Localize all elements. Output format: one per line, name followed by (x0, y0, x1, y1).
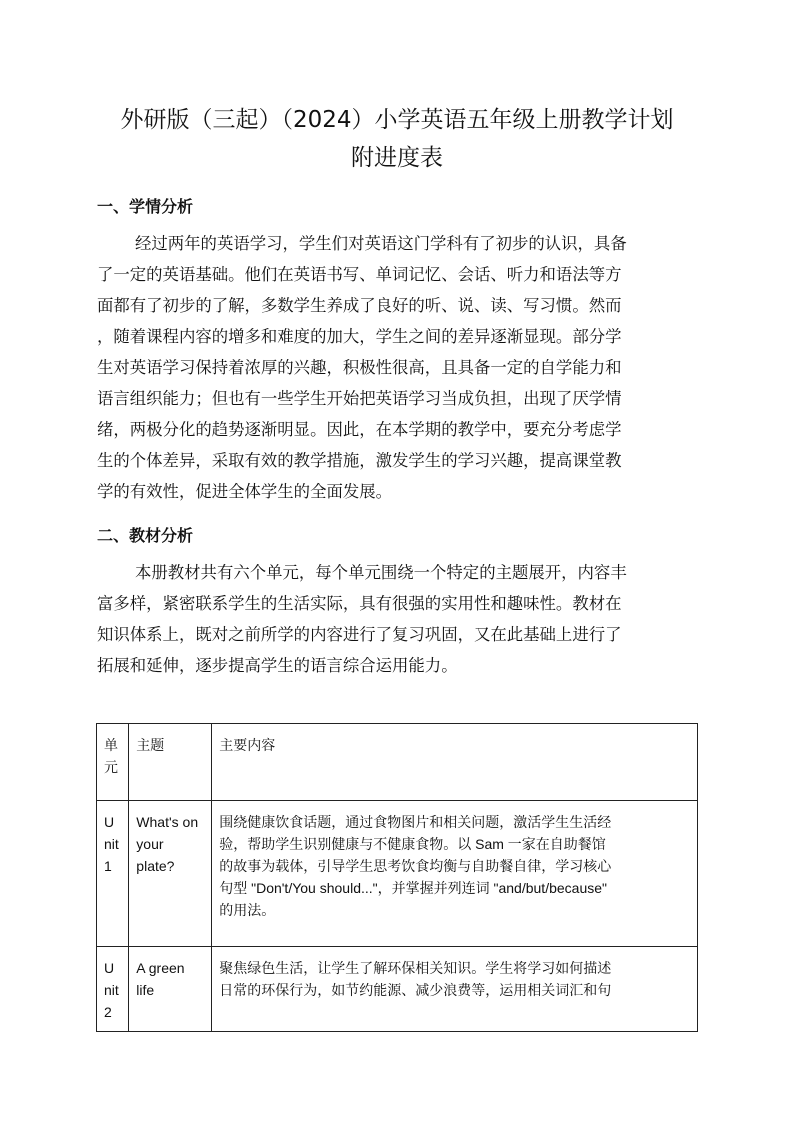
table-header-theme: 主题 (129, 724, 212, 801)
content-line: 日常的环保行为，如节约能源、减少浪费等，运用相关词汇和句 (219, 982, 612, 998)
table-cell-unit: Unit 2 (97, 947, 129, 1032)
paragraph-line: 经过两年的英语学习，学生们对英语这门学科有了初步的认识，具备 (135, 234, 627, 253)
table-cell-theme: A green life (129, 947, 212, 1032)
content-line: 验，帮助学生识别健康与不健康食物。以 Sam 一家在自助餐馆 (219, 836, 606, 852)
table-row (97, 947, 698, 1032)
content-line: 的用法。 (219, 902, 276, 918)
unit-content-table (96, 723, 698, 1032)
table-header-row (97, 724, 698, 801)
table-header-unit: 单元 (97, 724, 129, 801)
table-cell-content (212, 947, 698, 1032)
table-cell-unit: Unit 1 (97, 801, 129, 947)
content-line: 的故事为载体，引导学生思考饮食均衡与自助餐自律，学习核心 (219, 858, 612, 874)
paragraph-line: 语言组织能力；但也有一些学生开始把英语学习当成负担，出现了厌学情 (97, 389, 622, 408)
paragraph-line: 生的个体差异，采取有效的教学措施，激发学生的学习兴趣，提高课堂教 (97, 451, 622, 470)
table-header-content: 主要内容 (212, 724, 698, 801)
document-title: 外研版（三起）（2024）小学英语五年级上册教学计划 (120, 107, 674, 133)
table-cell-theme: What's on your plate? (129, 801, 212, 947)
content-line: 围绕健康饮食话题，通过食物图片和相关问题，激活学生生活经 (219, 814, 612, 830)
paragraph-line: 生对英语学习保持着浓厚的兴趣，积极性很高，且具备一定的自学能力和 (97, 358, 622, 377)
paragraph-line: 拓展和延伸，逐步提高学生的语言综合运用能力。 (97, 656, 458, 675)
section-body-learner-analysis (97, 228, 697, 507)
paragraph-line: 面都有了初步的了解，多数学生养成了良好的听、说、读、写习惯。然而 (97, 296, 622, 315)
content-line: 聚焦绿色生活，让学生了解环保相关知识。学生将学习如何描述 (219, 960, 612, 976)
section-heading-textbook-analysis: 二、教材分析 (97, 526, 194, 545)
section-heading-learner-analysis: 一、学情分析 (97, 197, 194, 216)
paragraph-line: ，随着课程内容的增多和难度的加大，学生之间的差异逐渐显现。部分学 (97, 327, 622, 346)
document-subtitle: 附进度表 (351, 145, 443, 171)
paragraph-line: 学的有效性，促进全体学生的全面发展。 (97, 482, 393, 501)
paragraph-line: 绪，两极分化的趋势逐渐明显。因此，在本学期的教学中，要充分考虑学 (97, 420, 622, 439)
table-row (97, 801, 698, 947)
table-cell-content (212, 801, 698, 947)
paragraph-line: 知识体系上，既对之前所学的内容进行了复习巩固，又在此基础上进行了 (97, 625, 622, 644)
paragraph-line: 富多样，紧密联系学生的生活实际，具有很强的实用性和趣味性。教材在 (97, 594, 622, 613)
section-body-textbook-analysis (97, 557, 697, 681)
content-line: 句型 "Don't/You should..."，并掌握并列连词 "and/but/because" (219, 880, 607, 896)
paragraph-line: 了一定的英语基础。他们在英语书写、单词记忆、会话、听力和语法等方 (97, 265, 622, 284)
paragraph-line: 本册教材共有六个单元，每个单元围绕一个特定的主题展开，内容丰 (135, 563, 627, 582)
